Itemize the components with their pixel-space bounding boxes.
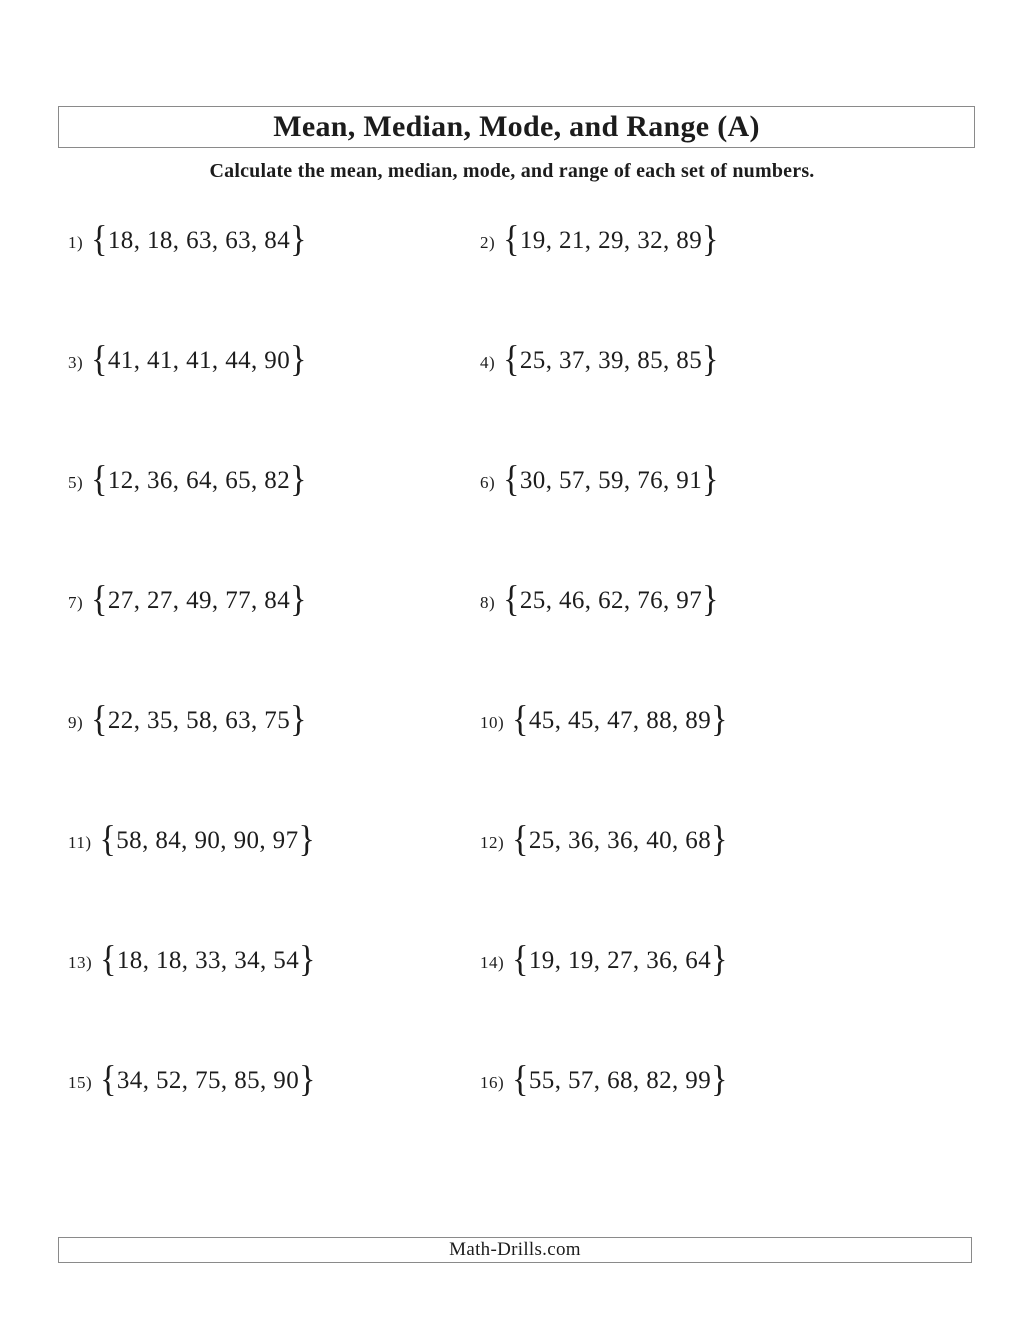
close-brace: }: [290, 579, 307, 620]
problem-number: 2): [480, 233, 496, 252]
problem-item: [68, 1059, 480, 1182]
problem-values: 25, 36, 36, 40, 68: [528, 827, 712, 854]
problem-number: 1): [68, 233, 84, 252]
close-brace: }: [290, 699, 307, 740]
open-brace: {: [503, 459, 520, 500]
problem-item: [68, 459, 480, 582]
instructions: Calculate the mean, median, mode, and range of each set of numbers.: [209, 160, 815, 182]
open-brace: {: [512, 699, 529, 740]
problem-number: 9): [68, 713, 84, 732]
problem-item: [480, 339, 968, 462]
problem-values: 34, 52, 75, 85, 90: [116, 1067, 300, 1094]
problem-item: [480, 819, 968, 942]
problem-values: 27, 27, 49, 77, 84: [107, 587, 291, 614]
problem-item: [480, 699, 968, 822]
problem-set: [91, 699, 307, 740]
problem-item: [480, 579, 968, 702]
problem-set: [91, 219, 307, 260]
page-title: Mean, Median, Mode, and Range (A): [273, 110, 760, 143]
problem-values: 30, 57, 59, 76, 91: [519, 467, 703, 494]
open-brace: {: [503, 339, 520, 380]
problem-number: 6): [480, 473, 496, 492]
title-box: [58, 106, 975, 148]
open-brace: {: [99, 819, 117, 860]
close-brace: }: [711, 699, 728, 740]
problems-grid: [68, 219, 968, 1182]
close-brace: }: [298, 819, 316, 860]
problem-set: [91, 339, 307, 380]
close-brace: }: [290, 459, 307, 500]
close-brace: }: [299, 1059, 316, 1100]
problem-values: 19, 19, 27, 36, 64: [528, 947, 712, 974]
problem-number: 14): [480, 953, 505, 972]
problem-number: 15): [68, 1073, 93, 1092]
problem-values: 58, 84, 90, 90, 97: [116, 827, 299, 854]
open-brace: {: [512, 819, 529, 860]
close-brace: }: [702, 579, 719, 620]
problem-set: [100, 939, 316, 980]
problem-number: 5): [68, 473, 84, 492]
close-brace: }: [299, 939, 316, 980]
problem-number: 8): [480, 593, 496, 612]
problem-set: [503, 459, 719, 500]
close-brace: }: [702, 219, 719, 260]
problem-set: [99, 819, 316, 860]
problem-number: 3): [68, 353, 84, 372]
open-brace: {: [100, 1059, 117, 1100]
problem-item: [480, 1059, 968, 1182]
problem-item: [480, 939, 968, 1062]
close-brace: }: [711, 819, 728, 860]
problem-values: 18, 18, 33, 34, 54: [116, 947, 300, 974]
problem-set: [91, 579, 307, 620]
problem-item: [480, 219, 968, 342]
problem-item: [68, 339, 480, 462]
problem-values: 41, 41, 41, 44, 90: [107, 347, 291, 374]
problem-set: [503, 579, 719, 620]
open-brace: {: [91, 459, 108, 500]
close-brace: }: [290, 219, 307, 260]
close-brace: }: [290, 339, 307, 380]
problem-item: [68, 819, 480, 942]
problem-item: [68, 579, 480, 702]
problem-number: 10): [480, 713, 505, 732]
problem-number: 13): [68, 953, 93, 972]
problem-item: [68, 939, 480, 1062]
close-brace: }: [711, 939, 728, 980]
problem-set: [100, 1059, 316, 1100]
problem-set: [512, 939, 728, 980]
problem-values: 22, 35, 58, 63, 75: [107, 707, 291, 734]
open-brace: {: [91, 219, 108, 260]
problem-values: 55, 57, 68, 82, 99: [528, 1067, 712, 1094]
close-brace: }: [711, 1059, 728, 1100]
open-brace: {: [91, 699, 108, 740]
problem-number: 12): [480, 833, 505, 852]
close-brace: }: [702, 339, 719, 380]
open-brace: {: [91, 339, 108, 380]
problem-number: 11): [68, 833, 92, 852]
problem-values: 19, 21, 29, 32, 89: [519, 227, 703, 254]
close-brace: }: [702, 459, 719, 500]
problem-set: [503, 339, 719, 380]
problem-set: [512, 1059, 728, 1100]
problem-item: [480, 459, 968, 582]
problem-number: 16): [480, 1073, 505, 1092]
problem-number: 7): [68, 593, 84, 612]
problem-item: [68, 219, 480, 342]
footer-text: Math-Drills.com: [449, 1239, 581, 1260]
open-brace: {: [91, 579, 108, 620]
problem-set: [512, 699, 728, 740]
open-brace: {: [100, 939, 117, 980]
problem-number: 4): [480, 353, 496, 372]
problem-values: 25, 37, 39, 85, 85: [519, 347, 703, 374]
open-brace: {: [503, 579, 520, 620]
problem-values: 12, 36, 64, 65, 82: [107, 467, 291, 494]
problem-values: 18, 18, 63, 63, 84: [107, 227, 291, 254]
problem-values: 25, 46, 62, 76, 97: [519, 587, 703, 614]
problem-set: [91, 459, 307, 500]
problem-set: [503, 219, 719, 260]
footer-box: [58, 1237, 972, 1263]
open-brace: {: [512, 1059, 529, 1100]
open-brace: {: [503, 219, 520, 260]
open-brace: {: [512, 939, 529, 980]
problem-values: 45, 45, 47, 88, 89: [528, 707, 712, 734]
problem-set: [512, 819, 728, 860]
problem-item: [68, 699, 480, 822]
